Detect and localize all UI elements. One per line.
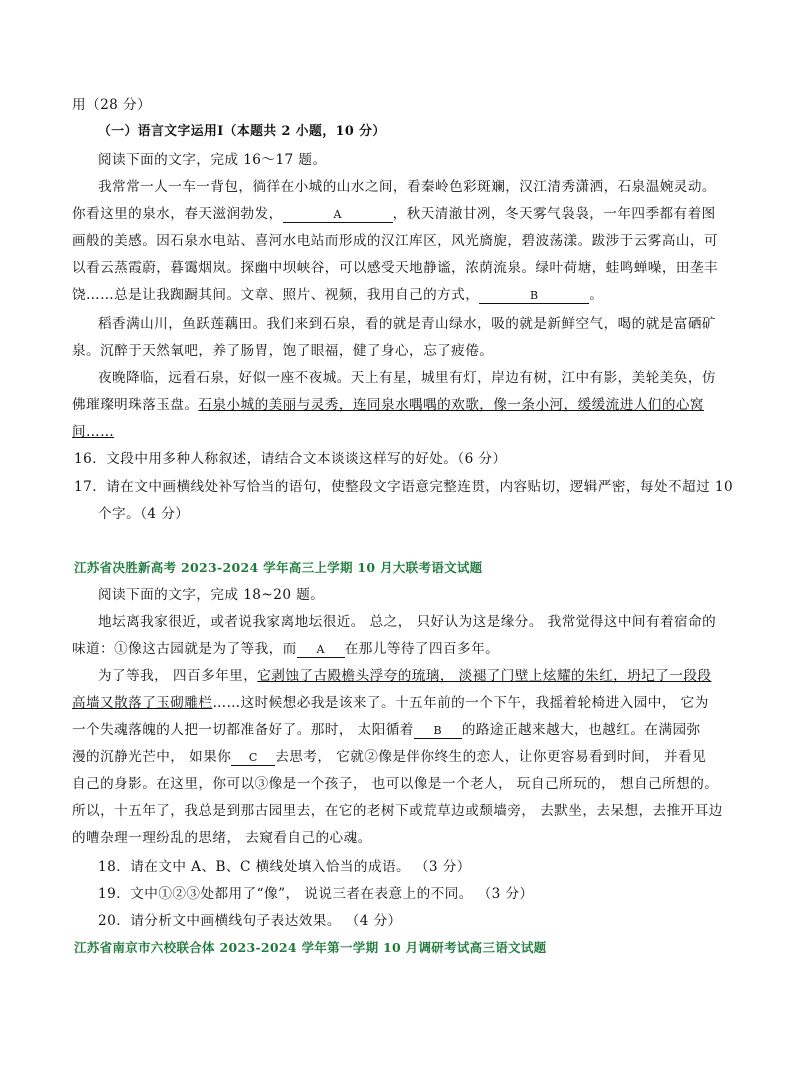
instruction-18-20: 阅读下面的文字，完成 18~20 题。 (98, 587, 325, 603)
underlined-sentence: 间…… (72, 424, 115, 440)
underlined-sentence: 它剥蚀了古殿檐头浮夸的琉璃， 淡褪了门壁上炫耀的朱红，坍圮了一段段 (257, 668, 712, 684)
passage-line: 地坛离我家很近，或者说我家离地坛很近。 总之， 只好认为这是缘分。 我常觉得这中间有着宿命的 (98, 614, 717, 630)
passage-text: 佛璀璨明珠落玉盘。 (72, 397, 199, 413)
blank-c: C (231, 750, 275, 766)
source-title: 江苏省南京市六校联合体 2023-2024 学年第一学期 10 月调研考试高三语文试题 (74, 940, 547, 955)
passage3-line: 夜晚降临，远看石泉，好似一座不夜城。天上有星，城里有灯，岸边有树，江中有影，美轮美奂，仿 (98, 370, 716, 386)
passage-line: 自己的身影。在这里，你可以③像是一个孩子， 也可以像是一个老人， 玩自己所玩的， 想自己所想的。 (72, 776, 719, 792)
passage-text: 你看这里的泉水，春天滋润勃发， (72, 206, 283, 222)
question-17: 17．请在文中画横线处补写恰当的语句，使整段文字语意完整连贯，内容贴切，逻辑严密，每处不超过 10 (74, 479, 734, 495)
passage-text: 去思考， 它就②像是伴你终生的恋人，让你更容易看到时间， 并看见 (275, 749, 707, 765)
passage-text: 味道：①像这古园就是为了等我， (72, 641, 283, 657)
passage-line (72, 640, 499, 658)
blank-a: A (283, 207, 393, 223)
passage3-line (72, 396, 704, 414)
passage-line: 的嘈杂理一理纷乱的思绪， 去窥看自己的心魂。 (72, 830, 372, 846)
source-title: 江苏省决胜新高考 2023-2024 学年高三上学期 10 月大联考语文试题 (74, 560, 483, 575)
passage-text: 为了等我， 四百多年里， (98, 668, 258, 684)
instruction-16-17: 阅读下面的文字，完成 16～17 题。 (98, 152, 327, 168)
underlined-sentence: 高墙又散落了玉砌雕栏 (72, 695, 213, 711)
passage-text: 。 (589, 287, 604, 303)
blank-a: A (297, 642, 345, 658)
blank-b: B (414, 723, 462, 739)
question-16: 16．文段中用多种人称叙述，请结合文本谈谈这样写的好处。（6 分） (74, 451, 507, 467)
passage-line: 所以，十五年了，我总是到那古园里去，在它的老树下或荒草边或颓墙旁， 去默坐，去呆想，去推开耳边 (72, 803, 723, 819)
passage2-line: 泉。沉醉于天然氧吧，养了肠胃，饱了眼福，健了身心，忘了疲倦。 (72, 343, 494, 359)
passage1-line: 我常常一人一车一背包，徜徉在小城的山水之间，看秦岭色彩斑斓，汉江清秀潇洒，石泉温婉灵动。 (98, 179, 716, 195)
passage1-line (72, 286, 603, 304)
passage-text: 漫的沉静光芒中， 如果你 (72, 749, 232, 765)
passage-line (72, 694, 709, 712)
underlined-sentence: 石泉小城的美丽与灵秀，连同泉水喁喁的欢歌，像一条小河，缓缓流进人们的心窝 (198, 397, 704, 413)
blank-b: B (479, 288, 589, 304)
question-18: 18．请在文中 A、B、C 横线处填入恰当的成语。 （3 分） (98, 859, 471, 875)
passage1-line: 画般的美感。因石泉水电站、喜河水电站而形成的汉江库区，风光旖旎，碧波荡漾。跋涉于云雾高山，可 (72, 233, 719, 249)
passage-line (72, 721, 701, 739)
passage-text: 饶……总是让我踟蹰其间。文章、照片、视频，我用自己的方式， (72, 287, 480, 303)
passage2-line: 稻香满山川，鱼跃莲藕田。我们来到石泉，看的就是青山绿水，吸的就是新鲜空气，喝的就是富硒矿 (98, 316, 716, 332)
question-19: 19．文中①②③处都用了“像”， 说说三者在表意上的不同。 （3 分） (98, 886, 534, 902)
question-17-cont: 个字。（4 分） (98, 506, 190, 522)
subsection-title: （一）语言文字运用Ⅰ（本题共 2 小题，10 分） (98, 124, 386, 139)
section-header-tail: 用（28 分） (72, 97, 152, 113)
passage-text: 的路途正越来越大，也越红。在满园弥 (461, 722, 701, 738)
passage-text: 在那儿等待了四百多年。 (344, 641, 500, 657)
passage-text: 而 (282, 641, 297, 657)
passage-line (72, 748, 706, 766)
passage1-line: 以看云蒸霞蔚，暮霭烟岚。探幽中坝峡谷，可以感受天地静谧，浓荫流泉。绿叶荷塘，蛙鸣蝉噪，田垄丰 (72, 260, 719, 276)
question-20: 20．请分析文中画横线句子表达效果。 （4 分） (98, 913, 402, 929)
passage1-line (72, 205, 716, 223)
passage-text: ，秋天清澈甘冽，冬天雾气袅袅，一年四季都有着图 (392, 206, 716, 222)
passage-line (98, 667, 711, 685)
passage-text: ……这时候想必我是该来了。十五年前的一个下午，我摇着轮椅进入园中， 它为 (212, 695, 709, 711)
passage-text: 一个失魂落魄的人把一切都准备好了。那时， 太阳循着 (72, 722, 414, 738)
